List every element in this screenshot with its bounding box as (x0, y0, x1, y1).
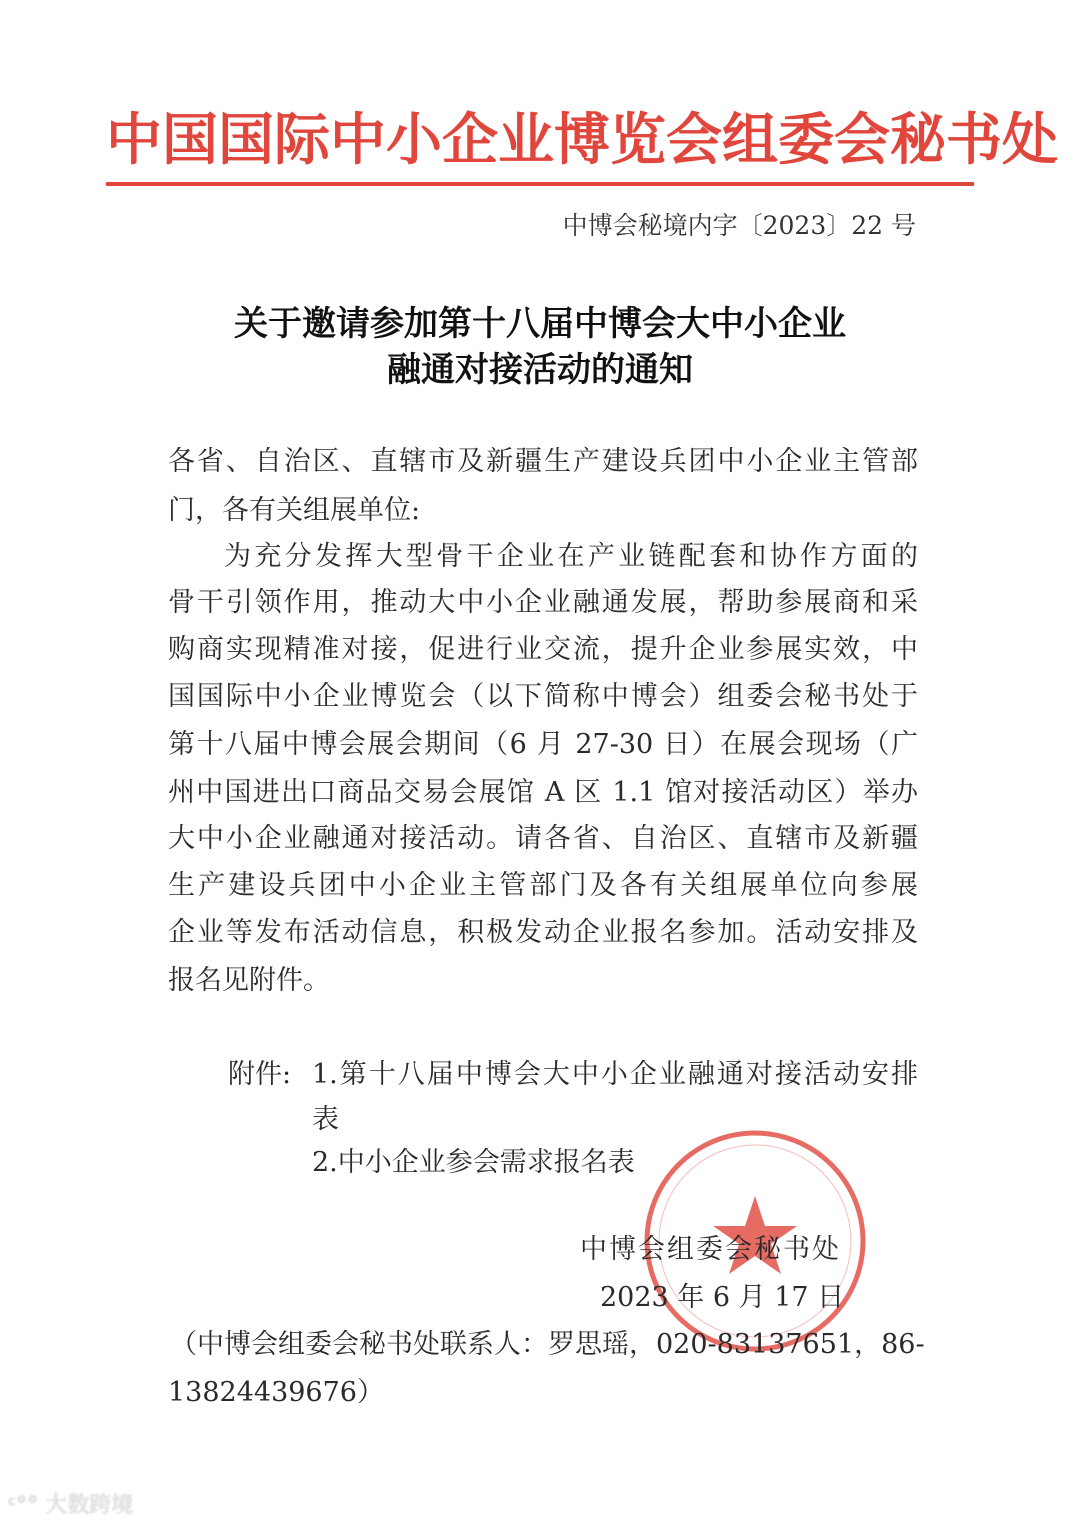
contact-info-cont: 13824439676） (168, 1377, 384, 1408)
body-line: 各省、自治区、直辖市及新疆生产建设兵团中小企业主管部 (168, 446, 918, 477)
watermark-logo-icon: ᶜ°° (8, 1493, 39, 1518)
document-number: 中博会秘境内字〔2023〕22 号 (562, 211, 916, 240)
body-line: 报名见附件。 (168, 965, 330, 996)
header-divider (106, 182, 974, 186)
body-line: 门，各有关组展单位: (168, 495, 421, 526)
attachment-item-1: 1.第十八届中博会大中小企业融通对接活动安排 (312, 1059, 918, 1090)
attachments-label: 附件: (228, 1059, 292, 1090)
body-line: 骨干引领作用，推动大中小企业融通发展，帮助参展商和采 (168, 587, 918, 618)
body-line: 国国际中小企业博览会（以下简称中博会）组委会秘书处于 (168, 681, 918, 712)
watermark-text: 大数跨境 (45, 1493, 134, 1518)
issuing-org-header: 中国国际中小企业博览会组委会秘书处 (106, 107, 1058, 173)
attachment-item-1-cont: 表 (312, 1104, 339, 1135)
body-line: 企业等发布活动信息，积极发动企业报名参加。活动安排及 (168, 917, 918, 948)
body-line: 州中国进出口商品交易会展馆 A 区 1.1 馆对接活动区）举办 (168, 777, 918, 808)
body-line: 购商实现精准对接，促进行业交流，提升企业参展实效，中 (168, 634, 918, 665)
issuer-signature: 中博会组委会秘书处 (580, 1234, 841, 1265)
attachment-item-2: 2.中小企业参会需求报名表 (312, 1147, 635, 1178)
contact-info: （中博会组委会秘书处联系人：罗思瑶，020-83137651，86- (170, 1329, 925, 1360)
body-line: 生产建设兵团中小企业主管部门及各有关组展单位向参展 (168, 870, 918, 901)
body-line: 为充分发挥大型骨干企业在产业链配套和协作方面的 (224, 541, 918, 572)
body-line: 第十八届中博会展会期间（6 月 27-30 日）在展会现场（广 (168, 729, 918, 760)
body-line: 大中小企业融通对接活动。请各省、自治区、直辖市及新疆 (168, 823, 918, 854)
notice-title-line1: 关于邀请参加第十八届中博会大中小企业 (234, 304, 846, 344)
notice-title-line2: 融通对接活动的通知 (387, 350, 693, 390)
issue-date: 2023 年 6 月 17 日 (600, 1282, 845, 1313)
watermark-logo (8, 1488, 133, 1519)
